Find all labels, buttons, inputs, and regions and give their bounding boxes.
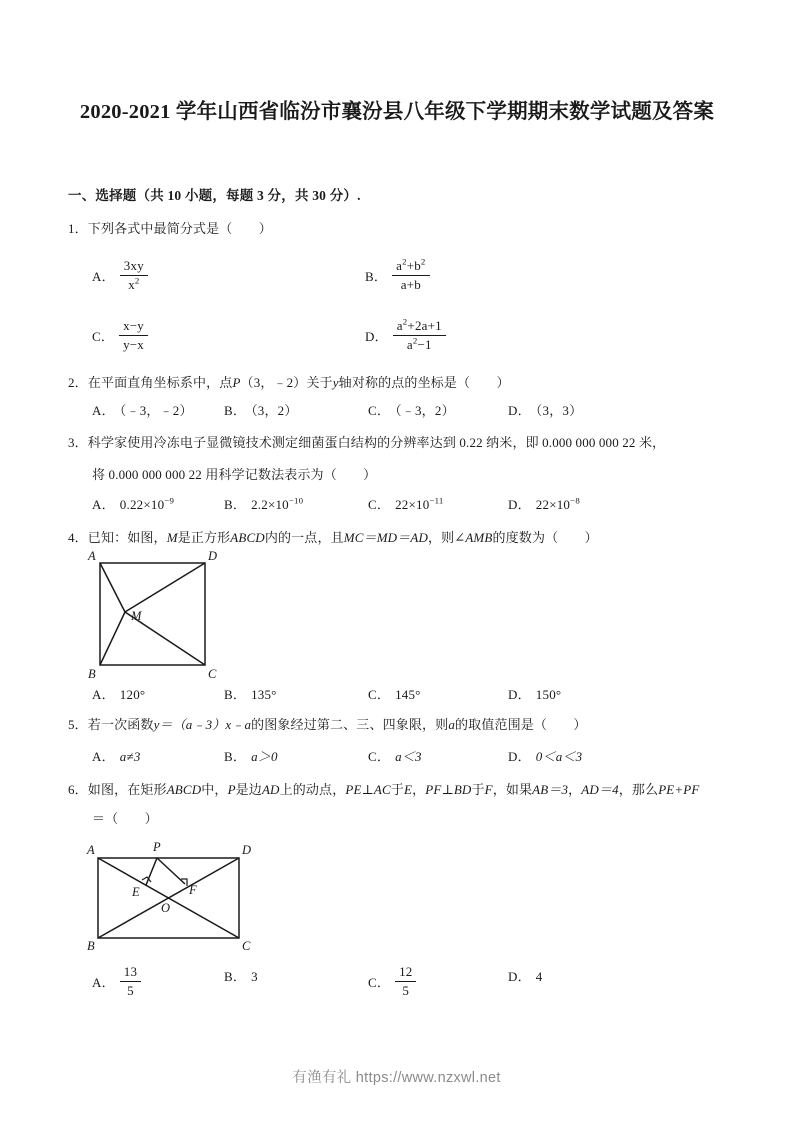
- q5-stem-part3: 的取值范围是（ ）: [455, 717, 587, 732]
- exponent: −9: [164, 495, 175, 506]
- option-label-d: D．: [365, 328, 388, 344]
- q6-perp-pe-ac: PE⊥AC: [345, 782, 391, 797]
- fraction-numerator: 13: [120, 964, 141, 982]
- question-4-figure-square-abcd: [82, 548, 232, 683]
- q4-stem-part4: ，则∠: [428, 530, 466, 545]
- figure-label-p: P: [153, 840, 161, 854]
- q4-stem-part1: 4．已知：如图，: [68, 530, 167, 545]
- q6-length-ab: AB＝3: [532, 782, 569, 797]
- figure-label-m: M: [131, 609, 142, 623]
- question-3-options: [0, 494, 793, 516]
- option-label-c: C．: [368, 687, 391, 702]
- q4-angle-amb: AMB: [465, 530, 493, 545]
- fraction-denominator: $a^2-1$: [406, 335, 432, 353]
- question-5-option-d[interactable]: [508, 746, 582, 765]
- fraction-a2-plus-2a-plus-1-over-a2-minus-1: [393, 318, 446, 354]
- question-6-options: [0, 958, 793, 1008]
- option-mantissa: 2.2×10: [251, 497, 289, 512]
- q2-point-p: P: [232, 375, 241, 390]
- fraction-denominator: 5: [402, 983, 410, 999]
- option-text: a＜3: [395, 749, 422, 764]
- q4-stem-part3: 内的一点，且: [264, 530, 344, 545]
- q2-axis-y: y: [332, 375, 339, 390]
- figure-label-e: E: [132, 885, 140, 899]
- question-1-option-d[interactable]: [365, 316, 446, 356]
- question-1-option-c[interactable]: [92, 320, 148, 356]
- option-text: （﹣3，﹣2）: [119, 403, 193, 418]
- option-label-d: D．: [508, 497, 531, 512]
- option-text: 0＜a＜3: [535, 749, 583, 764]
- question-1-options-row-2: [0, 312, 793, 362]
- question-6-figure-rectangle-abcd: [82, 836, 262, 951]
- q5-function: y＝（a﹣3）x﹣a: [153, 717, 252, 732]
- page-title: 2020-2021 学年山西省临汾市襄汾县八年级下学期期末数学试题及答案: [79, 101, 715, 123]
- exponent: −11: [429, 495, 444, 506]
- question-3-option-b[interactable]: [224, 494, 303, 513]
- question-5-options: [0, 746, 793, 768]
- option-text: 150°: [535, 687, 562, 702]
- option-text: （3，2）: [251, 403, 298, 418]
- exponent: −10: [288, 495, 304, 506]
- question-4-option-b[interactable]: [224, 684, 277, 703]
- question-3-stem-line-1: 3．科学家使用冷冻电子显微镜技术测定细菌蛋白结构的分辨率达到 0.22 纳米，即 0.000 000 000 22 米，: [68, 435, 666, 450]
- q6-stem-part4: 上的动点，: [279, 782, 346, 797]
- q6-length-ad: AD＝4: [581, 782, 619, 797]
- fraction-13-over-5: [120, 964, 141, 1000]
- figure-label-c: C: [208, 667, 217, 681]
- q6-stem-part6: ，: [412, 782, 426, 797]
- q6-expr-pe-plus-pf: PE+PF: [658, 782, 700, 797]
- fraction-numerator: 3xy: [120, 258, 148, 276]
- q6-point-f: F: [484, 782, 493, 797]
- option-mantissa: 0.22×10: [119, 497, 165, 512]
- question-1-option-b[interactable]: [365, 256, 430, 296]
- question-4-options: [0, 684, 793, 706]
- option-text: 135°: [251, 687, 277, 702]
- option-mantissa: 22×10: [395, 497, 430, 512]
- option-label-b: B．: [224, 403, 247, 418]
- question-3-option-a[interactable]: [92, 494, 174, 513]
- question-1-stem: 1．下列各式中最简分式是（ ）: [68, 221, 272, 236]
- figure-label-d: D: [208, 549, 218, 563]
- option-text: 145°: [395, 687, 421, 702]
- q5-stem-part2: 的图象经过第二、三、四象限，则: [251, 717, 449, 732]
- figure-label-b: B: [87, 939, 95, 951]
- option-label-b: B．: [224, 687, 247, 702]
- q6-perp-pf-bd: PF⊥BD: [425, 782, 472, 797]
- exponent: 2: [134, 275, 140, 286]
- question-3-option-c[interactable]: [368, 494, 444, 513]
- question-5-stem: [68, 714, 587, 735]
- q6-stem-part3: 是边: [235, 782, 262, 797]
- fraction-numerator: $a^2+b^2$: [392, 258, 429, 276]
- option-label-c: C．: [368, 403, 391, 418]
- option-label-a: A．: [92, 497, 115, 512]
- option-text: （﹣3，2）: [395, 403, 455, 418]
- option-label-c: C．: [368, 974, 391, 990]
- question-5-option-c[interactable]: [368, 746, 422, 765]
- question-6-option-c[interactable]: [368, 966, 416, 1002]
- fraction-x-minus-y-over-y-minus-x: [119, 318, 148, 354]
- q6-stem-part5: 于: [390, 782, 405, 797]
- fraction-12-over-5: [395, 964, 416, 1000]
- question-2-option-d[interactable]: [508, 400, 582, 419]
- question-6-option-b[interactable]: [224, 966, 258, 985]
- question-6-option-d[interactable]: [508, 966, 543, 985]
- question-5-option-b[interactable]: [224, 746, 278, 765]
- figure-label-a: A: [88, 549, 96, 563]
- fraction-a2-plus-b2-over-a-plus-b: [392, 258, 429, 294]
- q6-stem-part1: 6．如图，在矩形: [68, 782, 167, 797]
- figure-label-c: C: [242, 939, 251, 951]
- fraction-numerator: x−y: [119, 318, 148, 336]
- option-label-a: A．: [92, 749, 115, 764]
- option-label-b: B．: [224, 749, 247, 764]
- q4-point-m: M: [166, 530, 178, 545]
- option-label-a: A．: [92, 687, 115, 702]
- question-2-option-b[interactable]: [224, 400, 298, 419]
- option-label-d: D．: [508, 969, 531, 984]
- question-2-option-c[interactable]: [368, 400, 455, 419]
- question-3-option-d[interactable]: [508, 494, 580, 513]
- question-4-stem: [68, 527, 598, 548]
- footer-watermark: 有渔有礼 https://www.nzxwl.net: [292, 1070, 501, 1086]
- option-text: 120°: [119, 687, 146, 702]
- q4-square-abcd: ABCD: [230, 530, 265, 545]
- question-5-option-a[interactable]: [92, 746, 141, 765]
- q4-equality: MC＝MD＝AD: [343, 530, 428, 545]
- figure-label-o: O: [161, 901, 171, 915]
- figure-label-b: B: [88, 667, 96, 681]
- q6-stem-part7: 于: [471, 782, 485, 797]
- option-label-d: D．: [508, 687, 531, 702]
- fraction-numerator: 12: [395, 964, 416, 982]
- question-2-option-a[interactable]: [92, 400, 193, 419]
- option-label-a: A．: [92, 268, 115, 284]
- q6-segment-ad: AD: [261, 782, 280, 797]
- fraction-denominator: $x^2$: [128, 275, 140, 293]
- question-4-option-d[interactable]: [508, 684, 561, 703]
- q6-stem-part9: ，: [568, 782, 582, 797]
- question-6-stem-line-1: [68, 779, 748, 800]
- question-4-option-a[interactable]: [92, 684, 145, 703]
- option-label-c: C．: [92, 328, 115, 344]
- option-text: a＞0: [251, 749, 278, 764]
- option-label-c: C．: [368, 749, 391, 764]
- question-2-options: [0, 400, 793, 422]
- q5-stem-part1: 5．若一次函数: [68, 717, 154, 732]
- q6-stem-part10: ，那么: [618, 782, 659, 797]
- figure-label-d: D: [242, 843, 252, 857]
- figure-label-f: F: [189, 883, 197, 897]
- exponent: −8: [570, 495, 580, 506]
- option-text: 3: [251, 969, 258, 984]
- fraction-denominator: y−x: [123, 337, 145, 353]
- q4-stem-part5: 的度数为（ ）: [492, 530, 598, 545]
- option-text: （3，3）: [535, 403, 583, 418]
- figure-label-a: A: [87, 843, 95, 857]
- q6-point-p: P: [227, 782, 236, 797]
- option-mantissa: 22×10: [535, 497, 571, 512]
- option-label-b: B．: [224, 497, 247, 512]
- fraction-3xy-over-x2: [120, 258, 148, 294]
- q6-point-e: E: [404, 782, 413, 797]
- question-1-options-row-1: [0, 252, 793, 302]
- q2-stem-part3: 轴对称的点的坐标是（ ）: [338, 375, 510, 390]
- fraction-numerator: $a^2+2a+1$: [393, 318, 446, 336]
- option-label-b: B．: [224, 969, 247, 984]
- question-1-option-a[interactable]: [92, 260, 148, 296]
- fraction-denominator: 5: [127, 983, 134, 999]
- option-label-d: D．: [508, 403, 531, 418]
- q6-stem-part2: 中，: [201, 782, 228, 797]
- question-3-stem-line-2: 将 0.000 000 000 22 用科学记数法表示为（ ）: [92, 467, 377, 482]
- section-heading-multiple-choice: 一、选择题（共 10 小题，每题 3 分，共 30 分）.: [68, 188, 361, 203]
- question-2-stem: [68, 372, 510, 393]
- option-label-d: D．: [508, 749, 531, 764]
- option-label-a: A．: [92, 974, 115, 990]
- question-4-option-c[interactable]: [368, 684, 421, 703]
- q6-rect-abcd: ABCD: [166, 782, 202, 797]
- question-6-option-a[interactable]: [92, 966, 141, 1002]
- q5-variable-a: a: [448, 717, 456, 732]
- option-text: a≠3: [119, 749, 141, 764]
- fraction-denominator: a+b: [400, 277, 421, 293]
- option-text: 4: [535, 969, 543, 984]
- option-label-b: B．: [365, 268, 388, 284]
- option-label-a: A．: [92, 403, 115, 418]
- q6-stem-part8: ，如果: [492, 782, 533, 797]
- q4-stem-part2: 是正方形: [177, 530, 231, 545]
- q2-stem-part2: （3，﹣2）关于: [240, 375, 333, 390]
- q2-stem-part1: 2．在平面直角坐标系中，点: [68, 375, 233, 390]
- question-6-stem-line-2: ＝（ ）: [92, 811, 158, 826]
- option-label-c: C．: [368, 497, 391, 512]
